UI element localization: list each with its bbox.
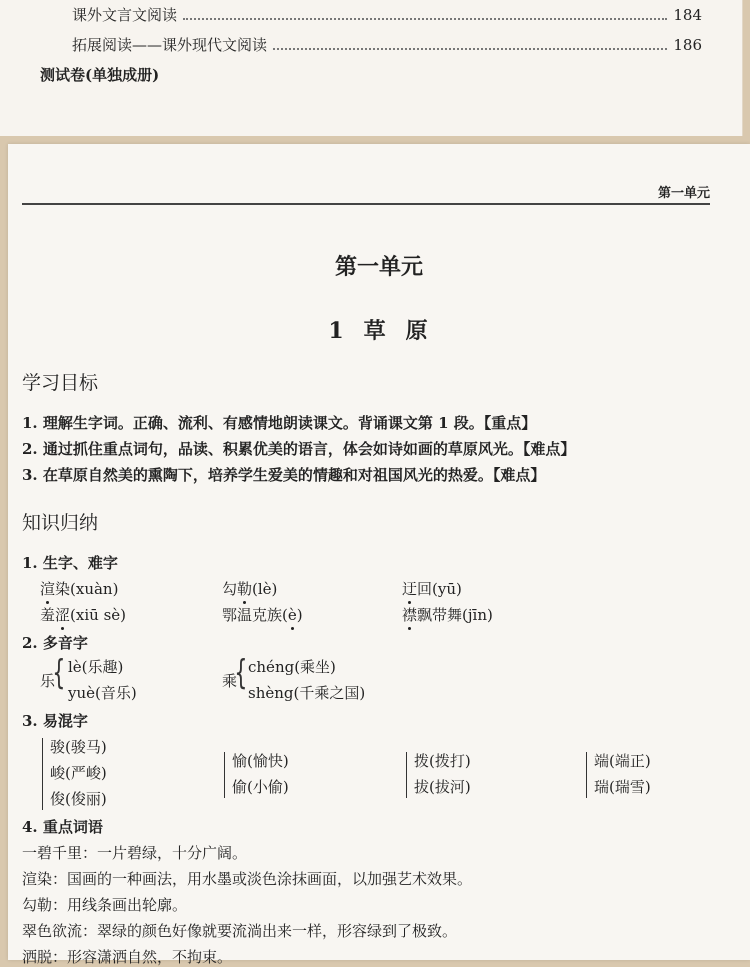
knowledge-heading: 知识归纳 [22,512,99,534]
brace-icon: { [52,653,66,693]
brace-icon: { [234,653,248,693]
confusable-entry: 愉(愉快) [232,752,289,770]
vocab-item: 勾勒：用线条画出轮廓。 [22,896,188,914]
header-rule [22,203,710,205]
vocab-item: 洒脱：形容潇洒自然，不拘束。 [22,948,233,966]
bracket-icon [406,752,407,798]
toc-leader-dots [273,47,667,50]
confusable-entry: 峻(严峻) [50,764,107,782]
char-entry: 襟飘带舞(jīn) [402,606,493,624]
polyphone-reading: lè(乐趣) [68,658,124,676]
confusable-entry: 瑞(瑞雪) [594,778,651,796]
confusable-entry: 拔(拔河) [414,778,471,796]
goals-heading: 学习目标 [22,372,99,394]
char-entry: 勾勒(lè) [222,580,278,598]
polyphone-reading: shèng(千乘之国) [248,684,366,702]
toc-item-title: 拓展阅读——课外现代文阅读 [72,36,268,54]
toc-test-booklet: 测试卷(单独成册) [40,66,160,84]
goal-item: 1. 理解生字词。正确、流利、有感情地朗读课文。背诵课文第 1 段。【重点】 [22,414,537,432]
confusable-entry: 偷(小偷) [232,778,289,796]
polyphone-char: 乘 [222,672,238,690]
running-head: 第一单元 [657,186,710,201]
char-entry: 鄂温克族(è) [222,606,303,624]
subsection-title: 3. 易混字 [22,712,88,730]
vocab-item: 翠色欲流：翠绿的颜色好像就要流淌出来一样，形容绿到了极致。 [22,922,458,940]
toc-item-page: 186 [673,36,702,54]
vocab-item: 渲染：国画的一种画法，用水墨或淡色涂抹画面，以加强艺术效果。 [22,870,473,888]
confusable-entry: 端(端正) [594,752,651,770]
confusable-entry: 拨(拨打) [414,752,471,770]
vocab-item: 一碧千里：一片碧绿，十分广阔。 [22,844,248,862]
polyphone-char: 乐 [40,672,56,690]
goal-item: 2. 通过抓住重点词句，品读、积累优美的语言，体会如诗如画的草原风光。【难点】 [22,440,576,458]
unit-title: 第一单元 [334,255,423,280]
bracket-icon [42,738,43,810]
char-entry: 渲染(xuàn) [40,580,119,598]
polyphone-reading: yuè(音乐) [68,684,137,702]
toc-item[interactable] [72,6,702,24]
toc-item-title: 课外文言文阅读 [72,6,178,24]
lesson-title-char: 草 [363,318,388,344]
lesson-title [8,314,750,345]
confusable-entry: 骏(骏马) [50,738,107,756]
confusable-entry: 俊(俊丽) [50,790,107,808]
polyphone-reading: chéng(乘坐) [248,658,336,676]
toc-leader-dots [183,17,667,20]
textbook-page [8,144,750,966]
lesson-number: 1 [328,318,346,344]
bracket-icon [586,752,587,798]
char-entry: 羞涩(xiū sè) [40,606,126,624]
toc-page [0,0,743,136]
subsection-title: 1. 生字、难字 [22,554,118,572]
subsection-title: 2. 多音字 [22,634,88,652]
toc-item[interactable] [72,36,702,54]
char-entry: 迂回(yū) [402,580,462,598]
bracket-icon [224,752,225,798]
toc-item-page: 184 [673,6,702,24]
lesson-title-char: 原 [405,318,430,344]
subsection-title: 4. 重点词语 [22,818,103,836]
goal-item: 3. 在草原自然美的熏陶下，培养学生爱美的情趣和对祖国风光的热爱。【难点】 [22,466,546,484]
